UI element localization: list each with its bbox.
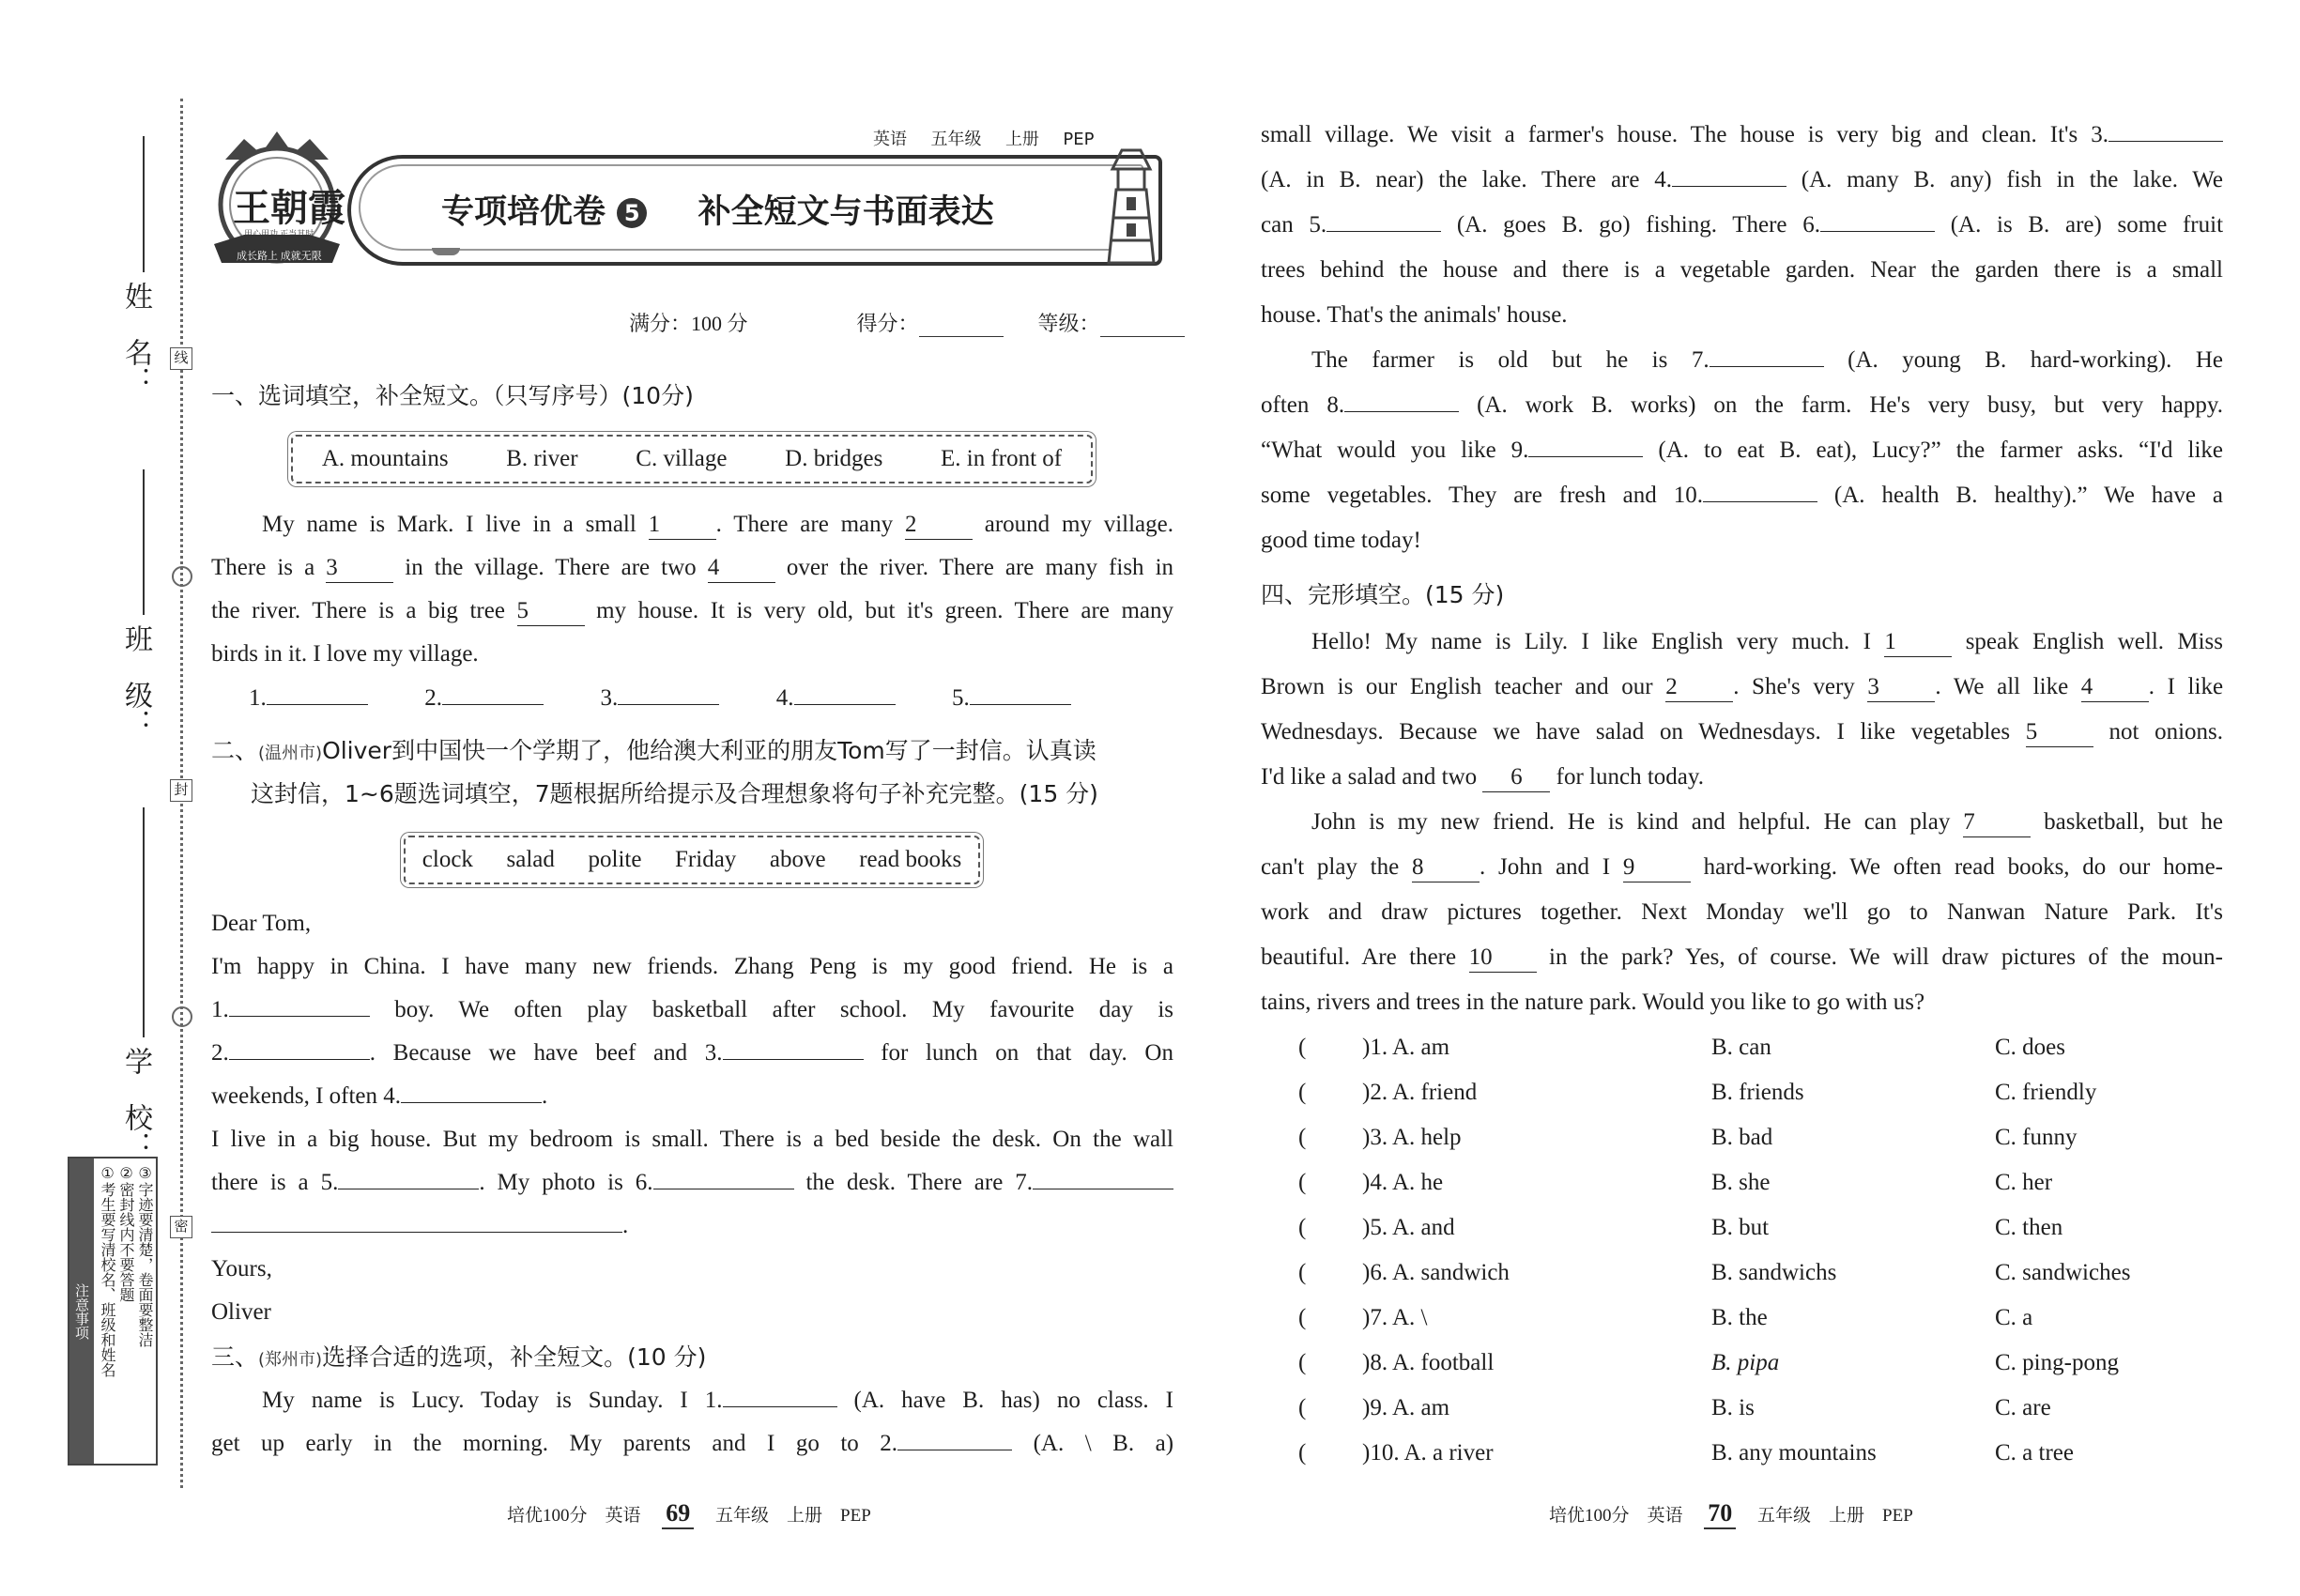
s4-blank-2[interactable]: 2 (1665, 673, 1733, 702)
s1-answer-input[interactable] (267, 676, 368, 705)
meta-edition: PEP (1063, 130, 1095, 149)
s4-blank-9[interactable]: 9 (1623, 853, 1691, 882)
letter-blank-3[interactable] (723, 1031, 864, 1060)
answer-paren[interactable]: ( (1298, 1170, 1307, 1195)
right-column (1261, 113, 2223, 1493)
letter-greeting: Dear Tom, (211, 911, 312, 936)
meta-subject: 英语 (873, 130, 907, 149)
s1-answer-input[interactable] (794, 676, 896, 705)
word-option: C. village (636, 446, 728, 471)
word-option: E. in front of (940, 446, 1063, 471)
letter-line-7: . (211, 1204, 628, 1248)
answer-paren[interactable]: ( (1298, 1125, 1307, 1150)
s3-blank-7[interactable] (1710, 338, 1824, 367)
notice-title: 注意事项 (69, 1159, 94, 1464)
class-label: 班 级： (119, 624, 152, 737)
s3-blank-6[interactable] (1820, 203, 1935, 232)
school-label: 学 校： (119, 1047, 152, 1159)
s1-answers: 1. 2. 3. 4. 5. (249, 676, 1150, 720)
s3-line-5: can 5. (A. goes B. go) fishing. There 6. (A. is B. are) some fruit (1261, 203, 2223, 247)
s3-line-2: get up early in the morning. My parents and I go to 2. (A. \ B. a) (211, 1421, 1173, 1466)
footer-book: 培优100分 英语 (1549, 1506, 1683, 1526)
word-option: Friday (675, 847, 737, 872)
s4-blank-4[interactable]: 4 (2081, 673, 2149, 702)
letter-line-3: 2. . Because we have beef and 3. for lunch on that day. On (211, 1031, 1173, 1075)
notice-item: ③字迹要清楚，卷面要整洁 (136, 1164, 154, 1347)
s3-blank-5[interactable] (1326, 203, 1441, 232)
letter-blank-2[interactable] (229, 1031, 370, 1060)
title-number-badge: 5 (617, 198, 647, 228)
s4-line-1: Hello! My name is Lily. I like English very much. I 1 speak English well. Miss (1261, 620, 2223, 664)
answer-paren[interactable]: ( (1298, 1035, 1307, 1060)
score-input[interactable] (919, 314, 1004, 337)
letter-blank-7[interactable] (1033, 1160, 1173, 1189)
option-row: ( )7. A. \ B. the C. a (1261, 1296, 2223, 1340)
score-line (629, 308, 1173, 345)
boat-icon (432, 248, 460, 255)
section-1-title: 一、选词填空，补全短文。（只写序号）(10分) (211, 382, 694, 409)
s1-line-1: My name is Mark. I live in a small 1 . There are many 2 around my village. (211, 502, 1173, 546)
s1-blank-4[interactable]: 4 (708, 554, 775, 583)
section-2-title: 二、(温州市)Oliver到中国快一个学期了，他给澳大利亚的朋友Tom写了一封信。认真读 (211, 737, 1096, 764)
letter-blank-5[interactable] (338, 1160, 479, 1189)
binding-hole-icon (172, 1006, 192, 1027)
grade-input[interactable] (1100, 314, 1185, 337)
s3-line-10: “What would you like 9. (A. to eat B. eat), Lucy?” the farmer asks. “I'd like (1261, 428, 2223, 472)
notice-item: ①考生要写清校名、班级和姓名 (99, 1164, 116, 1377)
answer-paren[interactable]: ( (1298, 1080, 1307, 1105)
letter-line-4: weekends, I often 4. . (211, 1074, 547, 1118)
s3-line-9: often 8. (A. work B. works) on the farm. He's very busy, but very happy. (1261, 383, 2223, 427)
option-row: ( )2. A. friend B. friends C. friendly (1261, 1070, 2223, 1114)
s1-blank-2[interactable]: 2 (905, 511, 973, 540)
s4-blank-3[interactable]: 3 (1867, 673, 1935, 702)
letter-blank-6[interactable] (653, 1160, 794, 1189)
word-option: clock (422, 847, 473, 872)
page-title (441, 186, 994, 233)
word-option: polite (588, 847, 642, 872)
section-1-word-box (291, 435, 1093, 483)
letter-line-5: I live in a big house. But my bedroom is small. There is a bed beside the desk. On the wall (211, 1127, 1173, 1152)
s1-answer-input[interactable] (970, 676, 1071, 705)
lighthouse-icon (1084, 131, 1178, 272)
s4-line-6: can't play the 8 . John and I 9 hard-working. We often read books, do our home- (1261, 845, 2223, 889)
letter-blank-7-cont[interactable] (211, 1204, 622, 1233)
brand-sub: 用心用功 正当其时 (244, 229, 314, 238)
s1-blank-3[interactable]: 3 (326, 554, 393, 583)
region-tag: (温州市) (258, 744, 323, 763)
s3-blank-10[interactable] (1703, 473, 1817, 502)
answer-paren[interactable]: ( (1298, 1215, 1307, 1240)
section-2-word-box (404, 836, 980, 884)
left-column (211, 374, 1173, 1486)
footer-grade: 五年级 上册 PEP (1757, 1506, 1913, 1526)
answer-paren[interactable]: ( (1298, 1260, 1307, 1285)
s3-line-8: The farmer is old but he is 7. (A. young B. hard-working). He (1261, 338, 2223, 382)
brand-name: 王朝霞 (233, 186, 345, 230)
brand-ribbon: 成长路上 成就无限 (237, 251, 322, 262)
s3-blank-4[interactable] (1672, 158, 1786, 187)
meta-volume: 上册 (1004, 130, 1039, 149)
s4-options (1261, 1025, 2223, 1481)
s4-line-5: John is my new friend. He is kind and helpful. He can play 7 basketball, but he (1261, 800, 2223, 844)
s4-blank-1[interactable]: 1 (1884, 628, 1952, 657)
s1-answer-input[interactable] (442, 676, 544, 705)
option-row: ( )3. A. help B. bad C. funny (1261, 1115, 2223, 1159)
s3-blank-9[interactable] (1528, 428, 1643, 457)
footer-book: 培优100分 英语 (507, 1506, 641, 1526)
page-number: 70 (1704, 1499, 1736, 1529)
section-3-title: 三、(郑州市)选择合适的选项，补全短文。(10 分) (211, 1343, 707, 1371)
seal-char-mi: 密 (170, 1216, 192, 1238)
option-row: ( )10. A. a river B. any mountains C. a tree (1261, 1431, 2223, 1475)
seal-char-xian: 线 (170, 347, 192, 370)
s3-blank-8[interactable] (1344, 383, 1459, 412)
s4-blank-10[interactable]: 10 (1469, 944, 1537, 973)
s3-line-7: house. That's the animals' house. (1261, 302, 1568, 328)
option-row: ( )1. A. am B. can C. does (1261, 1025, 2223, 1069)
s4-blank-8[interactable]: 8 (1412, 853, 1480, 882)
option-row: ( )4. A. he B. she C. her (1261, 1160, 2223, 1205)
full-score: 满分：100 分 (629, 312, 748, 335)
s4-line-4: I'd like a salad and two 6 for lunch today. (1261, 755, 1704, 799)
s4-blank-7[interactable]: 7 (1963, 808, 2031, 837)
s4-line-8: beautiful. Are there 10 in the park? Yes, of course. We will draw pictures of the moun- (1261, 935, 2223, 979)
option-row: ( )6. A. sandwich B. sandwichs C. sandwiches (1261, 1251, 2223, 1295)
footer-right (1549, 1499, 1971, 1533)
notice-box (68, 1157, 158, 1466)
answer-paren[interactable]: ( (1298, 1350, 1307, 1375)
footer-grade: 五年级 上册 PEP (715, 1506, 871, 1526)
notice-item: ②密封线内不要答题 (117, 1164, 135, 1302)
name-label: 姓 名： (119, 282, 152, 394)
footer-left (507, 1499, 929, 1533)
class-write-line[interactable] (143, 469, 145, 615)
s1-blank-1[interactable]: 1 (649, 511, 716, 540)
header-meta (873, 126, 1095, 150)
school-write-line[interactable] (143, 807, 145, 1037)
s4-line-3: Wednesdays. Because we have salad on Wednesdays. I like vegetables 5 not onions. (1261, 710, 2223, 754)
binding-hole-icon (172, 566, 192, 587)
word-option: above (769, 847, 826, 872)
word-option: read books (859, 847, 962, 872)
section-2-title-cont: 这封信，1~6题选词填空，7题根据所给提示及合理想象将句子补充完整。(15 分) (251, 780, 1098, 807)
s1-line-4: birds in it. I love my village. (211, 641, 479, 667)
answer-paren[interactable]: ( (1298, 1440, 1307, 1466)
s3-line-12: good time today! (1261, 528, 1421, 553)
s3-blank-1[interactable] (723, 1378, 837, 1407)
letter-line-1: I'm happy in China. I have many new friends. Zhang Peng is my good friend. He is a (211, 954, 1173, 979)
s4-blank-6[interactable]: 6 (1482, 763, 1550, 792)
answer-paren[interactable]: ( (1298, 1395, 1307, 1420)
letter-blank-1[interactable] (229, 988, 370, 1017)
letter-blank-4[interactable] (401, 1074, 542, 1103)
word-option: salad (506, 847, 555, 872)
meta-grade: 五年级 (930, 130, 982, 149)
s3-line-6: trees behind the house and there is a vegetable garden. Near the garden there is a small (1261, 257, 2223, 283)
seal-char-feng: 封 (170, 779, 192, 802)
letter-closing: Yours, (211, 1256, 272, 1281)
s1-line-3: the river. There is a big tree 5 my house. It is very old, but it's green. There are many (211, 589, 1173, 633)
score-label: 得分： (856, 313, 919, 336)
s1-line-2: There is a 3 in the village. There are two 4 over the river. There are many fish in (211, 545, 1173, 590)
s4-line-2: Brown is our English teacher and our 2 . She's very 3 . We all like 4 . I like (1261, 665, 2223, 709)
letter-line-2: 1. boy. We often play basketball after school. My favourite day is (211, 988, 1173, 1032)
section-4-title: 四、完形填空。(15 分) (1261, 581, 1505, 608)
s4-line-9: tains, rivers and trees in the nature park. Would you like to go with us? (1261, 990, 1925, 1015)
binding-sidebar (0, 0, 197, 1596)
word-option: D. bridges (785, 446, 883, 471)
name-write-line[interactable] (143, 136, 145, 272)
page-number: 69 (662, 1499, 694, 1529)
s1-blank-5[interactable]: 5 (517, 597, 585, 626)
title-main: 补全短文与书面表达 (698, 193, 994, 231)
title-prefix: 专项培优卷 (441, 193, 606, 231)
s1-answer-input[interactable] (618, 676, 719, 705)
s4-line-7: work and draw pictures together. Next Monday we'll go to Nanwan Nature Park. It's (1261, 899, 2223, 925)
s3-blank-2[interactable] (897, 1421, 1012, 1450)
answer-paren[interactable]: ( (1298, 1305, 1307, 1330)
option-row: ( )9. A. am B. is C. are (1261, 1386, 2223, 1430)
word-option: A. mountains (321, 446, 449, 471)
s3-line-1: My name is Lucy. Today is Sunday. I 1. (A. have B. has) no class. I (211, 1378, 1173, 1422)
s4-blank-5[interactable]: 5 (2026, 718, 2093, 747)
s3-line-4: (A. in B. near) the lake. There are 4. (A. many B. any) fish in the lake. We (1261, 158, 2223, 202)
s3-line-11: some vegetables. They are fresh and 10. (A. health B. healthy).” We have a (1261, 473, 2223, 517)
grade-label: 等级： (1037, 313, 1100, 336)
header-banner (207, 122, 1188, 272)
s3-blank-3[interactable] (2108, 113, 2223, 142)
word-option: B. river (506, 446, 578, 471)
region-tag: (郑州市) (258, 1350, 323, 1370)
option-row: ( )8. A. football B. pipa C. ping-pong (1261, 1341, 2223, 1385)
letter-signature: Oliver (211, 1299, 271, 1325)
option-row: ( )5. A. and B. but C. then (1261, 1205, 2223, 1250)
s3-line-3: small village. We visit a farmer's house. The house is very big and clean. It's 3. (1261, 113, 2223, 157)
letter-line-6: there is a 5. . My photo is 6. the desk. There are 7. (211, 1160, 1173, 1205)
